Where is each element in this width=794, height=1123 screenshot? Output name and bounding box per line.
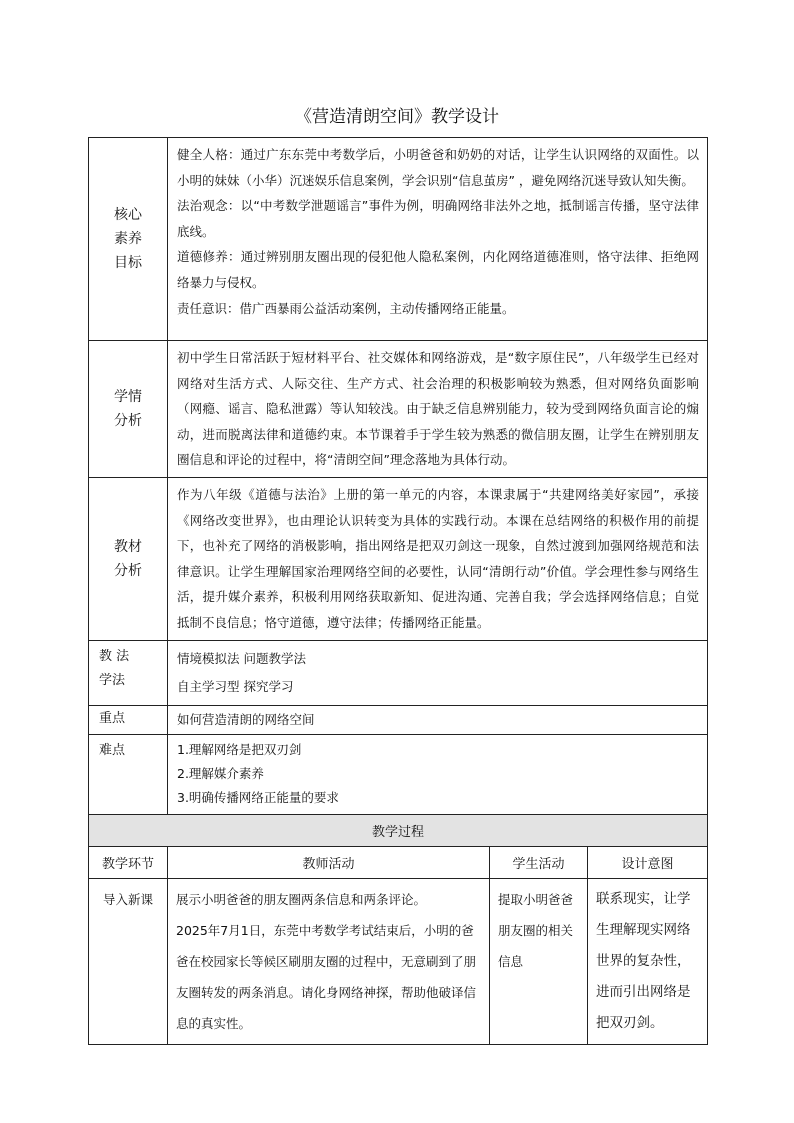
section-row-material-analysis: [89, 477, 708, 640]
section-label: [89, 705, 168, 734]
paragraph: 健全人格：通过广东东莞中考数学后，小明爸爸和奶奶的对话，让学生认识网络的双面性。以小明的妹妹（小华）沉迷娱乐信息案例，学会识别“信息茧房” ，避免网络沉迷导致认知失衡。: [177, 147, 700, 188]
stage-cell: 导入新课: [89, 878, 168, 1044]
section-label-text: 核心 素养 目标: [114, 207, 142, 271]
section-row-methods: [89, 640, 708, 705]
paragraph: 自主学习型 探究学习: [177, 678, 294, 694]
section-row-learner-analysis: [89, 341, 708, 478]
document-title: 《营造清朗空间》教学设计: [295, 107, 499, 127]
header-student: 学生活动: [490, 846, 588, 878]
paragraph: 初中学生日常活跃于短材料平台、社交媒体和网络游戏，是“数字原住民”，八年级学生已经对网络对生活方式、人际交往、生产方式、社会治理的积极影响较为熟悉，但对网络负面影响（网瘾、谣言、隐私泄露）等认知较浅。由于缺乏信息辨别能力，较为受到网络负面言论的煽动，进而脱离法律和道德约束。本节课着手于学生较为熟悉的微信朋友圈，让学生在辨别朋友圈信息和评论的过程中，将“清朗空间”理念落地为具体行动。: [177, 350, 700, 468]
header-stage: 教学环节: [89, 846, 168, 878]
student-activity-cell: 提取小明爸爸朋友圈的相关信息: [490, 878, 588, 1044]
section-label: [89, 138, 168, 341]
section-row-difficulty: [89, 734, 708, 814]
section-label: [89, 640, 168, 705]
process-banner-row: [89, 814, 708, 846]
section-content: [168, 705, 708, 734]
section-content: [168, 477, 708, 640]
paragraph: 1.理解网络是把双刃剑: [177, 741, 302, 757]
header-intent: 设计意图: [588, 846, 708, 878]
process-banner: 教学过程: [89, 814, 708, 846]
paragraph: 情境模拟法 问题教学法: [177, 650, 306, 666]
section-label-text: 教 法 学法: [99, 648, 130, 688]
paragraph: 作为八年级《道德与法治》上册的第一单元的内容，本课隶属于“共建网络美好家园”，承接《网络改变世界》，也由理论认识转变为具体的实践行动。本课在总结网络的积极作用的前提下，也补充了网络的消极影响，指出网络是把双刃剑这一现象，自然过渡到加强网络规范和法律意识。让学生理解国家治理网络空间的必要性，认同“清朗行动”价值。学会理性参与网络生活，提升媒介素养，积极利用网络获取新知、促进沟通、完善自我；学会选择网络信息；自觉抵制不良信息；恪守道德，遵守法律；传播网络正能量。: [177, 486, 700, 630]
section-label: [89, 341, 168, 478]
section-label-text: 教材 分析: [114, 538, 142, 579]
section-content: [168, 640, 708, 705]
section-row-key-point: [89, 705, 708, 734]
section-content: [168, 734, 708, 814]
section-row-core-goals: [89, 138, 708, 341]
paragraph: 如何营造清朗的网络空间: [177, 711, 315, 727]
header-teacher: 教师活动: [168, 846, 490, 878]
section-content: [168, 341, 708, 478]
paragraph: 2.理解媒介素养: [177, 765, 264, 781]
section-label-text: 难点: [99, 742, 126, 758]
process-row: [89, 878, 708, 1044]
lesson-plan-table: [88, 137, 708, 1045]
section-label: [89, 734, 168, 814]
paragraph: 3.明确传播网络正能量的要求: [177, 789, 339, 805]
teacher-activity-cell: [168, 878, 490, 1044]
design-intent-cell: 联系现实，让学生理解现实网络世界的复杂性，进而引出网络是把双刃剑。: [588, 878, 708, 1044]
process-header-row: [89, 846, 708, 878]
section-content: [168, 138, 708, 341]
paragraph: 展示小明爸爸的朋友圈两条信息和两条评论。: [176, 891, 427, 907]
paragraph: 2025年7月1日，东莞中考数学考试结束后，小明的爸爸在校园家长等候区刷朋友圈的过程中，无意刷到了朋友圈转发的两条消息。请化身网络神探，帮助他破译信息的真实性。: [176, 922, 477, 1031]
section-label: [89, 477, 168, 640]
paragraph: 责任意识：借广西暴雨公益活动案例，主动传播网络正能量。: [177, 300, 515, 316]
paragraph: 法治观念：以“中考数学泄题谣言”事件为例，明确网络非法外之地，抵制谣言传播，坚守法律底线。: [177, 198, 700, 239]
section-label-text: 重点: [99, 710, 126, 726]
paragraph: 道德修养：通过辨别朋友圈出现的侵犯他人隐私案例，内化网络道德准则，恪守法律、拒绝网络暴力与侵权。: [177, 249, 700, 290]
section-label-text: 学情 分析: [114, 388, 142, 429]
